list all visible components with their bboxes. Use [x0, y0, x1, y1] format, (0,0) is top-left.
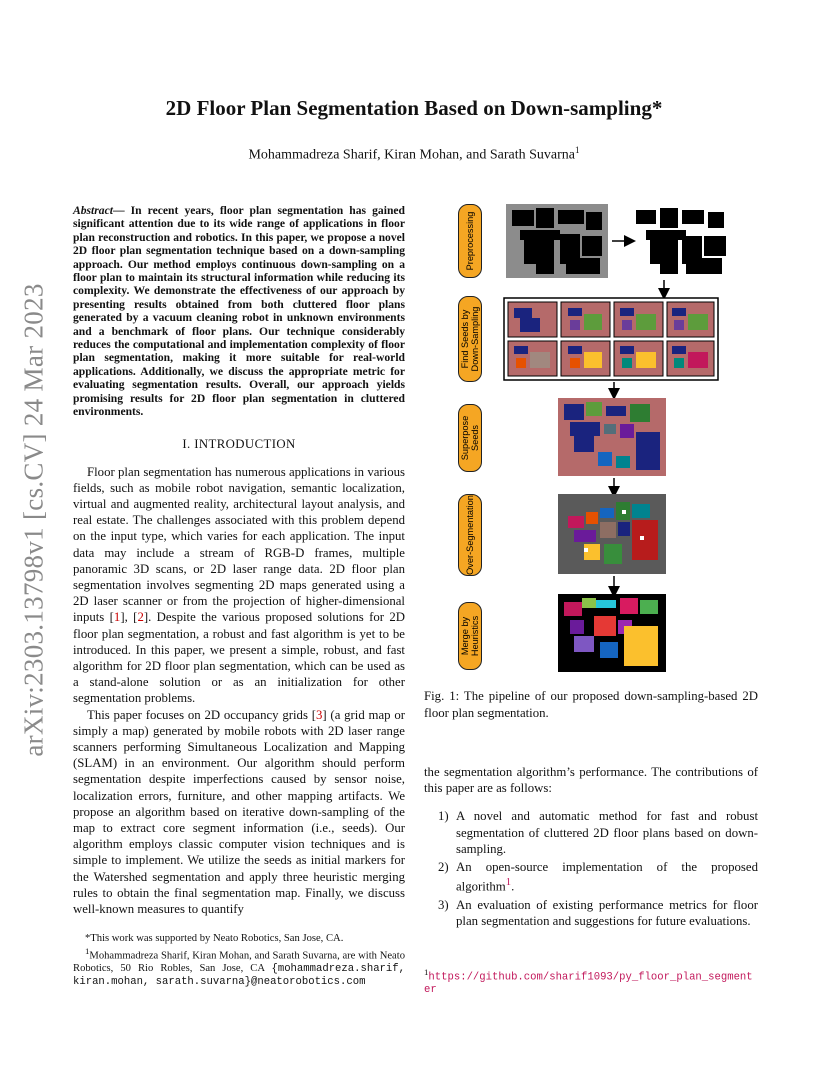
intro-paragraph-2: This paper focuses on 2D occupancy grids [3] (a grid map or simply a map) generated by mobile robots with 2D laser range scanners performing Simultaneous Localization and Mapping (SLAM) in an environment. Our algorithm should perform segmentation despite imperfections caused by sensor noise, localization errors, furniture, and other mapping artifacts. We propose an algorithm based on iterative down-sampling of the map to extract core segment information (i.e., seeds). Our algorithm employs classic computer vision techniques and is simple to implement. We utilize the seeds as initial markers for the Watershed segmentation and apply three heuristic merging rules to obtain the final segmentation map. Finally, we discuss well-known measures to quantify	[73, 707, 405, 916]
arxiv-identifier: arXiv:2303.13798v1 [cs.CV] 24 Mar 2023	[18, 283, 49, 757]
footnote-affiliation: $^1$Mohammadreza Sharif, Kiran Mohan, and Sarath Suvarna, are with Neato Robotics, 50 Rio Robles, San Jose, CA {mohammadreza.sharif, kiran.mohan, sarath.suvarna}@neatorobotics.com	[73, 946, 405, 988]
list-item: 1) A novel and automatic method for fast and robust segmentation of cluttered 2D floor plans based on down-sampling.	[438, 809, 758, 856]
stage-label-preprocessing: Preprocessing	[458, 204, 482, 278]
abstract	[73, 204, 405, 419]
citation-link[interactable]: 2	[137, 610, 144, 625]
stage-label-merge: Merge by Heuristics	[458, 602, 482, 670]
author-list	[0, 145, 828, 164]
section-heading: I. INTRODUCTION	[182, 436, 296, 451]
pipeline-figure	[424, 196, 758, 682]
right-column	[424, 764, 758, 931]
seed-grid-image	[504, 298, 718, 380]
superposed-seeds-image	[558, 398, 666, 476]
over-segmentation-image	[558, 494, 666, 574]
merged-result-image	[558, 594, 666, 672]
contribution-list	[424, 808, 758, 929]
intro-paragraph-1: Floor plan segmentation has numerous applications in various fields, such as mobile robot navigation, semantic localization, virtual and augmented reality, architectural layout analysis, and real estate. The challenges associated with this problem depend on the input type, which varies for each application. The input data may include a stream of RGB-D frames, multiple panoramic 3D scans, or 2D laser range data. 2D floor plan segmentation involves segmenting 2D maps generated using a 2D laser scanner or from the projection of higher-dimensional inputs [1], [2]. Despite the various proposed solutions for 2D floor plan segmentation, a robust and fast algorithm is yet to be introduced. In this paper, we present a simple, robust, and fast algorithm for 2D floor plan segmentation, which can be used as a stand-alone solution or as an initialization for other segmentation problems.	[73, 464, 406, 706]
list-item: 2) An open-source implementation of the proposed algorithm$^1$.	[438, 860, 758, 894]
citation-link[interactable]: 3	[315, 707, 323, 722]
author-names: Mohammadreza Sharif, Kiran Mohan, and Sarath Suvarna	[248, 147, 576, 163]
footnote-link[interactable]: 1	[505, 877, 512, 889]
paper-title: 2D Floor Plan Segmentation Based on Down-sampling*	[165, 96, 663, 120]
stage-label-find-seeds: Find Seeds by Down-Sampling	[458, 296, 482, 382]
stage-label-over-segmentation: Over-Segmentation	[458, 494, 482, 576]
author-emails: {mohammadreza.sharif, kiran.mohan, sarath.suvarna}@neatorobotics.com	[73, 963, 405, 988]
abstract-text: — In recent years, floor plan segmentation has gained significant attention due to its wide range of applications in floor plan reconstruction and robotics. In this paper, we propose a novel 2D floor plan segmentation technique based on a down-sampling approach. Our method employs continuous down-sampling on a floor plan to maintain its structural information while reducing its complexity. We demonstrate the effectiveness of our approach by presenting results obtained from both cluttered floor plans generated by a vacuum cleaning robot in unknown environments and a benchmark of floor plans. Our technique considerably reduces the computational and implementation complexity of floor plan segmentation, making it more suitable for real-world applications. Additionally, we discuss the appropriate metric for evaluating segmentation results. Overall, our approach yields promising results for 2D floor plan segmentation in cluttered environments.	[73, 204, 405, 419]
author-affil-mark: 1	[575, 145, 580, 155]
cleaned-map-image	[636, 208, 726, 274]
pipeline-graphic	[424, 196, 758, 682]
right-footnote: $^1$https://github.com/sharif1093/py_floor_plan_segmenter	[424, 967, 753, 996]
abstract-label: Abstract	[73, 204, 113, 217]
citation-link[interactable]: 1	[113, 610, 121, 625]
left-column	[73, 204, 405, 917]
repository-link[interactable]: https://github.com/sharif1093/py_floor_plan_segmenter	[424, 971, 753, 996]
footnote-funding: *This work was supported by Neato Robotics, San Jose, CA.	[85, 933, 344, 944]
list-item: 3) An evaluation of existing performance metrics for floor plan segmentation and suggestions for future evaluations.	[438, 897, 758, 928]
raw-map-image	[506, 204, 608, 278]
figure-caption: Fig. 1: The pipeline of our proposed down-sampling-based 2D floor plan segmentation.	[424, 689, 758, 720]
right-paragraph: the segmentation algorithm’s performance. The contributions of this paper are as follows:	[424, 765, 758, 796]
left-footnotes	[73, 933, 405, 988]
stage-label-superpose: Superpose Seeds	[458, 404, 482, 472]
